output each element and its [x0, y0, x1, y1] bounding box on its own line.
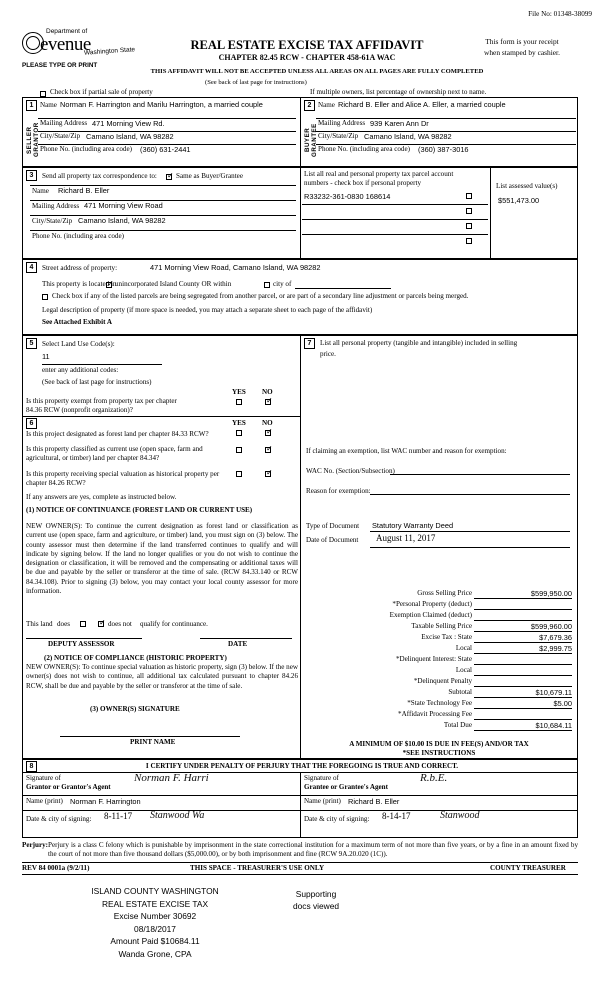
exempt-yes-checkbox[interactable] — [236, 399, 242, 405]
does-label: does — [57, 620, 71, 628]
parties-divider — [300, 97, 301, 167]
send-correspondence-label: Send all property tax correspondence to: — [42, 172, 157, 180]
buyer-mailing-value[interactable]: 939 Karen Ann Dr — [370, 119, 429, 128]
supporting-docs-stamp — [276, 888, 356, 912]
historic-yes-checkbox[interactable] — [236, 471, 242, 477]
correspondence-mailing-value[interactable]: 471 Morning View Road — [84, 201, 163, 210]
supporting-docs-line-1: Supporting — [295, 889, 337, 899]
exempt-no-checkbox[interactable] — [265, 399, 271, 405]
unincorporated-checkbox[interactable] — [106, 282, 112, 288]
section-5-number: 5 — [26, 338, 37, 349]
state-technology-fee-value[interactable]: $5.00 — [553, 699, 572, 708]
buyer-name-value[interactable]: Richard B. Eller and Alice A. Eller, a married couple — [338, 100, 506, 109]
additional-codes-label: enter any additional codes: — [42, 366, 119, 374]
department-of-label: Department of — [46, 28, 88, 35]
owner-signature-label: (3) OWNER(S) SIGNATURE — [90, 705, 180, 713]
delinquent-interest-state-label: *Delinquent Interest: State — [395, 655, 472, 663]
qualify-continuance-label: qualify for continuance. — [140, 620, 208, 628]
parcel-personal-checkbox-4[interactable] — [466, 238, 472, 244]
current-use-yes-checkbox[interactable] — [236, 447, 242, 453]
grantor-signature-label2: Grantor or Grantor's Agent — [26, 783, 111, 791]
exempt-question-line1: Is this property exempt from property tax per chapter — [26, 397, 177, 405]
treasurer-space-label: THIS SPACE - TREASURER'S USE ONLY — [190, 864, 325, 872]
stamp-line-2: REAL ESTATE EXCISE TAX — [101, 898, 209, 909]
taxable-selling-price-label: Taxable Selling Price — [411, 622, 472, 630]
grantor-print-name-value[interactable]: Norman F. Harrington — [70, 797, 141, 806]
section-8-number: 8 — [26, 761, 37, 772]
date-of-document-label: Date of Document — [306, 536, 359, 544]
page-title: REAL ESTATE EXCISE TAX AFFIDAVIT — [190, 38, 424, 52]
print-name-label: PRINT NAME — [130, 738, 176, 746]
revenue-wordmark: evenue — [40, 34, 91, 55]
does-not-qualify-checkbox[interactable] — [98, 621, 104, 627]
buyer-grantee-side-label: BUYER GRANTEE — [304, 123, 318, 157]
revenue-logo — [22, 26, 140, 60]
grantor-date-value[interactable]: 8-11-17 — [104, 811, 133, 821]
grantor-signature-label: Signature of — [26, 774, 61, 782]
legal-description-label: Legal description of property (if more space is needed, you may attach a separate sheet to each page of the affidavit) — [42, 306, 373, 314]
parcel-header-1: List all real and personal property tax parcel account — [304, 170, 454, 178]
correspondence-name-value[interactable]: Richard B. Eller — [58, 186, 110, 195]
seller-phone-value[interactable]: (360) 631-2441 — [140, 145, 191, 154]
personal-property-line2: price. — [320, 350, 336, 358]
deputy-assessor-label: DEPUTY ASSESSOR — [48, 640, 115, 648]
forest-land-yes-checkbox[interactable] — [236, 430, 242, 436]
buyer-phone-label: Phone No. (including area code) — [318, 145, 410, 153]
same-as-buyer-label: Same as Buyer/Grantee — [176, 172, 243, 180]
correspondence-city-label: City/State/Zip — [32, 217, 73, 225]
certify-statement: I CERTIFY UNDER PENALTY OF PERJURY THAT THE FOREGOING IS TRUE AND CORRECT. — [145, 762, 459, 770]
correspondence-phone-label: Phone No. (including area code) — [32, 232, 124, 240]
receipt-line-2: when stamped by cashier. — [484, 48, 560, 57]
delinquent-interest-local-label: Local — [455, 666, 472, 674]
delinquent-penalty-label: *Delinquent Penalty — [413, 677, 472, 685]
stamp-line-5: Amount Paid $10684.11 — [110, 936, 200, 946]
stamp-line-1: ISLAND COUNTY WASHINGTON — [91, 886, 219, 896]
section6-yes-header: YES — [232, 419, 246, 427]
parcel-header-2: numbers - check box if personal property — [304, 179, 422, 187]
segregating-label: Check box if any of the listed parcels are being segregated from another parcel, or are part of a secondary line adjustment or parcels being merged. — [52, 292, 469, 300]
seller-name-value[interactable]: Norman F. Harrington and Marilu Harrington, a married couple — [60, 100, 263, 109]
current-use-no-checkbox[interactable] — [265, 447, 271, 453]
forest-land-question: Is this project designated as forest land per chapter 84.33 RCW? — [26, 430, 209, 438]
section5-no-header: NO — [262, 388, 273, 396]
grantor-date-label: Date & city of signing: — [26, 815, 92, 823]
grantee-print-name-label: Name (print) — [304, 797, 341, 805]
unincorporated-label: unincorporated Island County OR within — [115, 280, 232, 288]
city-of-checkbox[interactable] — [264, 282, 270, 288]
street-address-value[interactable]: 471 Morning View Road, Camano Island, WA 98282 — [150, 263, 321, 272]
treasurer-stamp — [40, 885, 270, 960]
assessor-date-label: DATE — [228, 640, 248, 648]
grantee-city-value[interactable]: Stanwood — [440, 810, 480, 821]
same-as-buyer-checkbox[interactable] — [166, 174, 172, 180]
grantee-print-name-value[interactable]: Richard B. Eller — [348, 797, 400, 806]
section5-see-back: (See back of last page for instructions) — [42, 378, 152, 386]
county-treasurer-label: COUNTY TREASURER — [490, 864, 566, 872]
buyer-city-label: City/State/Zip — [318, 132, 359, 140]
excise-tax-state-label: Excise Tax : State — [421, 633, 472, 641]
see-back-note: (See back of last page for instructions) — [205, 79, 307, 86]
correspondence-name-label: Name — [32, 187, 49, 195]
section-4-number: 4 — [26, 262, 37, 273]
seller-mailing-label: Mailing Address — [40, 119, 88, 127]
subtotal-label: Subtotal — [448, 688, 472, 696]
excise-tax-state-value[interactable]: $7,679.36 — [539, 633, 572, 642]
stamp-line-4: 08/18/2017 — [134, 923, 176, 934]
located-in-label: This property is located in — [42, 280, 117, 288]
type-of-document-value[interactable]: Statutory Warranty Deed — [372, 521, 454, 530]
state-technology-fee-label: *State Technology Fee — [407, 699, 472, 707]
excise-tax-local-value[interactable]: $2,999.75 — [539, 644, 572, 653]
historic-no-checkbox[interactable] — [265, 471, 271, 477]
grantee-signature-value[interactable]: R.b.E. — [420, 772, 448, 784]
receipt-line-1: This form is your receipt — [485, 37, 559, 46]
washington-state-label: Washington State — [83, 46, 136, 57]
seller-grantor-side-label: SELLER GRANTOR — [26, 122, 40, 158]
historic-property-question: Is this property receiving special valuation as historical property per chapter 84.26 RCW? — [26, 470, 220, 487]
this-land-label: This land — [26, 620, 53, 628]
total-due-value[interactable]: $10,684.11 — [535, 721, 572, 730]
parcel-personal-checkbox-2[interactable] — [466, 208, 472, 214]
seller-phone-label: Phone No. (including area code) — [40, 145, 132, 153]
parcel-number-1[interactable]: R33232-361-0830 168614 — [304, 192, 391, 201]
exempt-question-line2: 84.36 RCW (nonprofit organization)? — [26, 406, 133, 414]
personal-property-deduct-label: *Personal Property (deduct) — [392, 600, 472, 608]
notice-compliance-title: (2) NOTICE OF COMPLIANCE (HISTORIC PROPERTY) — [44, 654, 227, 662]
seller-mailing-value[interactable]: 471 Morning View Rd. — [92, 119, 165, 128]
partial-sale-label: Check box if partial sale of property — [50, 88, 153, 96]
grantor-print-name-label: Name (print) — [26, 797, 63, 805]
section6-no-header: NO — [262, 419, 273, 427]
file-number — [528, 10, 592, 18]
city-of-label: city of — [273, 280, 292, 288]
reason-exemption-label: Reason for exemption: — [306, 487, 371, 495]
does-not-label: does not — [108, 620, 132, 628]
excise-tax-local-label: Local — [455, 644, 472, 652]
assessed-value-header: List assessed value(s) — [496, 182, 558, 190]
forest-land-no-checkbox[interactable] — [265, 430, 271, 436]
stamp-line-3: Excise Number 30692 — [113, 911, 197, 921]
assessed-value-1[interactable]: $551,473.00 — [498, 196, 540, 205]
perjury-label: Perjury: — [22, 841, 48, 849]
gross-selling-price-value[interactable]: $599,950.00 — [530, 589, 572, 598]
correspondence-city-value[interactable]: Camano Island, WA 98282 — [78, 216, 166, 225]
receipt-note — [466, 36, 578, 58]
wac-number-label: WAC No. (Section/Subsection) — [306, 467, 395, 475]
stamp-line-6: Wanda Grone, CPA — [118, 948, 192, 959]
form-header — [22, 26, 578, 84]
exemption-claim-label: If claiming an exemption, list WAC number and reason for exemption: — [306, 447, 507, 455]
total-due-label: Total Due — [443, 721, 472, 729]
affidavit-processing-fee-label: *Affidavit Processing Fee — [398, 710, 472, 718]
subtotal-value[interactable]: $10,679.11 — [535, 688, 572, 697]
segregating-checkbox[interactable] — [42, 294, 48, 300]
taxable-selling-price-value[interactable]: $599,960.00 — [530, 622, 572, 631]
notice-compliance-body: NEW OWNER(S): To continue special valuation as historic property, sign (3) below. If the new owner(s) does not wish to continue, all additional tax calculated pursuant to chapter 84.26 RCW, shall be due and payable by the seller or transferor at the time of sale. — [26, 663, 298, 690]
legal-description-value[interactable]: See Attached Exhibit A — [42, 318, 112, 326]
grantee-signature-label2: Grantee or Grantee's Agent — [304, 783, 388, 791]
personal-property-line1: List all personal property (tangible and intangible) included in selling — [320, 339, 518, 347]
if-any-answers-label: If any answers are yes, complete as instructed below. — [26, 493, 177, 501]
notice-continuance-body: NEW OWNER(S): To continue the current designation as forest land or classification as current use (open space, farm and agriculture, or timber) land, you must sign on (3) below. The county assessor must then determine if the land transferred continues to qualify and will indicate by signing below. If the land no longer qualifies or you do not wish to continue the designation or classification, it will be removed and the compensating or additional taxes will be due and payable by the seller or transferor at the time of sale. (RCW 84.33.140 or RCW 84.34.108). Prior to signing (3) below, you may contact your local county assessor for more information. — [26, 522, 298, 596]
section-6-number: 6 — [26, 418, 37, 429]
buyer-city-value[interactable]: Camano Island, WA 98282 — [364, 132, 452, 141]
type-of-document-label: Type of Document — [306, 522, 360, 530]
buyer-phone-value[interactable]: (360) 387-3016 — [418, 145, 469, 154]
notice-continuance-title: (1) NOTICE OF CONTINUANCE (FOREST LAND OR CURRENT USE) — [26, 506, 253, 514]
land-use-code-value[interactable]: 11 — [42, 352, 50, 361]
land-use-code-label: Select Land Use Code(s): — [42, 340, 115, 348]
form-revision: REV 84 0001a (9/2/11) — [22, 864, 90, 872]
supporting-docs-line-2: docs viewed — [292, 901, 340, 911]
minimum-due-note: A MINIMUM OF $10.00 IS DUE IN FEE(S) AND/OR TAX — [349, 740, 529, 748]
all-areas-notice: THIS AFFIDAVIT WILL NOT BE ACCEPTED UNLESS ALL AREAS ON ALL PAGES ARE FULLY COMPLETED — [150, 68, 484, 75]
correspondence-mailing-label: Mailing Address — [32, 202, 80, 210]
does-qualify-checkbox[interactable] — [80, 621, 86, 627]
see-instructions-note: *SEE INSTRUCTIONS — [402, 749, 476, 757]
seller-city-label: City/State/Zip — [40, 132, 81, 140]
perjury-text: Perjury is a class C felony which is punishable by imprisonment in the state correctional institution for a maximum term of not more than five years, or by a fine in an amount fixed by the court of not more than five thousand dollars ($5,000.00), or by both imprisonment and fine (RCW 9A.20.020 (1C)). — [48, 841, 578, 858]
section-3-number: 3 — [26, 170, 37, 181]
gross-selling-price-label: Gross Selling Price — [417, 589, 472, 597]
please-type-or-print: PLEASE TYPE OR PRINT — [22, 62, 98, 69]
grantee-date-label: Date & city of signing: — [304, 815, 370, 823]
date-of-document-value[interactable]: August 11, 2017 — [376, 533, 436, 543]
section5-yes-header: YES — [232, 388, 246, 396]
street-address-label: Street address of property: — [42, 264, 118, 272]
section-1-number: 1 — [26, 100, 37, 111]
grantee-date-value[interactable]: 8-14-17 — [382, 811, 411, 821]
parcel-personal-checkbox-3[interactable] — [466, 223, 472, 229]
buyer-mailing-label: Mailing Address — [318, 119, 366, 127]
parcel-personal-checkbox-1[interactable] — [466, 193, 472, 199]
seller-city-value[interactable]: Camano Island, WA 98282 — [86, 132, 174, 141]
file-number-value: 01348-38099 — [553, 10, 592, 18]
grantor-city-value[interactable]: Stanwood Wa — [150, 810, 205, 821]
multiple-owners-note: If multiple owners, list percentage of ownership next to name. — [310, 88, 487, 96]
file-number-label: File No: — [528, 10, 552, 18]
grantor-signature-value[interactable]: Norman F. Harri — [134, 772, 209, 784]
section-7-number: 7 — [304, 338, 315, 349]
current-use-question: Is this property classified as current use (open space, farm and agricultural, or timber) land per chapter 84.34? — [26, 445, 203, 462]
seller-name-label: Name — [40, 101, 57, 109]
section-2-number: 2 — [304, 100, 315, 111]
grantee-signature-label: Signature of — [304, 774, 339, 782]
page-subtitle: CHAPTER 82.45 RCW - CHAPTER 458-61A WAC — [218, 53, 396, 62]
exemption-claimed-deduct-label: Exemption Claimed (deduct) — [389, 611, 472, 619]
buyer-name-label: Name — [318, 101, 335, 109]
